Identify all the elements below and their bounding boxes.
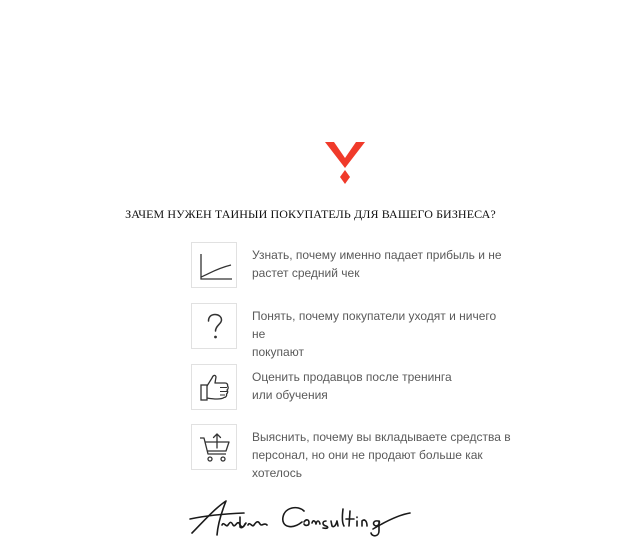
feature-text-line: или обучения <box>252 388 328 402</box>
signature-logo <box>188 495 423 540</box>
feature-text-line: растет средний чек <box>252 266 360 280</box>
feature-icon-box <box>191 242 237 288</box>
feature-icon-box <box>191 364 237 410</box>
feature-text-line: Понять, почему покупатели уходят и ничего не <box>252 309 497 341</box>
feature-text-line: Оценить продавцов после тренинга <box>252 370 452 384</box>
feature-text <box>252 307 512 361</box>
feature-text-line: Выяснить, почему вы вкладываете средства в <box>252 430 511 444</box>
feature-icon-box <box>191 424 237 470</box>
feature-text-line: персонал, но они не продают больше как <box>252 448 483 462</box>
feature-text-line: хотелось <box>252 466 302 480</box>
feature-text-line: покупают <box>252 345 304 359</box>
growth-chart-icon <box>192 243 238 289</box>
cart-upload-icon <box>192 425 238 471</box>
brand-logo-icon <box>325 140 365 184</box>
feature-icon-box <box>191 303 237 349</box>
feature-text <box>252 246 512 282</box>
feature-text <box>252 428 512 482</box>
question-mark-icon <box>192 304 238 350</box>
feature-text <box>252 368 512 404</box>
section-headline: ЗАЧЕМ НУЖЕН ТАИНЫИ ПОКУПАТЕЛЬ ДЛЯ ВАШЕГО БИЗНЕСА? <box>125 207 496 221</box>
feature-text-line: Узнать, почему именно падает прибыль и не <box>252 248 502 262</box>
thumbs-up-icon <box>192 365 238 411</box>
